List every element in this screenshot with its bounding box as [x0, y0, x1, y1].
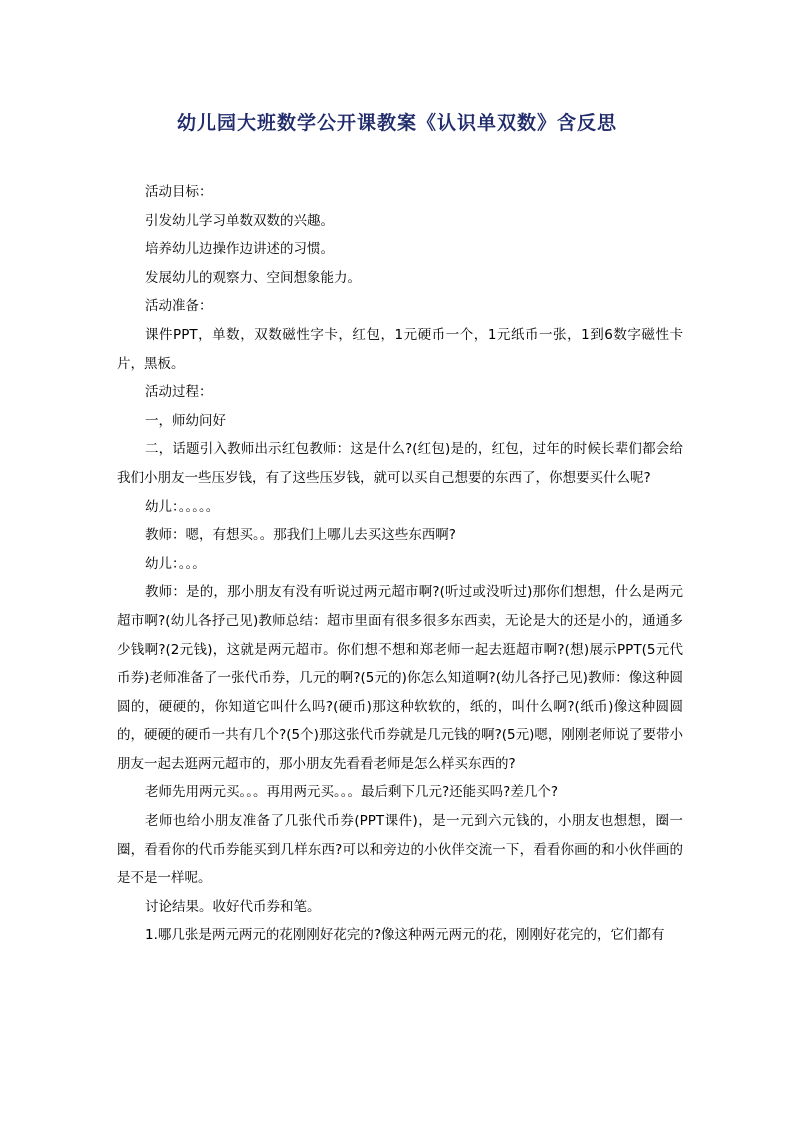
paragraph-teacher-demo: 老师先用两元买。。。再用两元买。。。最后剩下几元?还能买吗?差几个? — [145, 784, 558, 801]
paragraph-goal-3: 发展幼儿的观察力、空间想象能力。 — [145, 269, 361, 286]
paragraph-teacher-reply-1: 教师：嗯，有想买。。那我们上哪儿去买这些东西啊? — [145, 527, 456, 544]
paragraph-voucher-activity: 老师也给小朋友准备了几张代币券(PPT课件)，是一元到六元钱的，小朋友也想想，圈一圈，看看你的代币券能买到几样东西?可以和旁边的小伙伴交流一下，看看你画的和小伙伴画的是不是一样呢。 — [117, 813, 683, 887]
paragraph-teacher-dialogue: 教师：是的，那小朋友有没有听说过两元超市啊?(听过或没听过)那你们想想，什么是两元超市啊?(幼儿各抒己见)教师总结：超市里面有很多很多东西卖，无论是大的还是小的，通通多少钱啊?(2元钱)，这就是两元超市。你们想不想和郑老师一起去逛超市啊?(想)展示PPT(5元代币券)老师准备了一张代币券，几元的啊?(5元的)你怎么知道啊?(幼儿各抒己见)教师：像这种圆圆的，硬硬的，你知道它叫什么吗?(硬币)那这种软软的，纸的，叫什么啊?(纸币)像这种圆圆的，硬硬的硬币一共有几个?(5个)那这张代币券就是几元钱的啊?(5元)嗯，刚刚老师说了要带小朋友一起去逛两元超市的，那小朋友先看看老师是怎么样买东西的? — [117, 584, 683, 772]
paragraph-discussion: 讨论结果。收好代币券和笔。 — [145, 898, 321, 915]
paragraph-question-1: 1.哪几张是两元两元的花刚刚好花完的?像这种两元两元的花，刚刚好花完的，它们都有 — [145, 927, 665, 944]
paragraph-child-reply-1: 幼儿：。。。。。 — [145, 498, 220, 515]
document-title: 幼儿园大班数学公开课教案《认识单双数》含反思 — [176, 112, 617, 134]
paragraph-prep-materials: 课件PPT，单数，双数磁性字卡，红包，1元硬币一个，1元纸币一张，1到6数字磁性卡片，黑板。 — [117, 326, 683, 372]
document-body — [117, 178, 683, 950]
paragraph-step-1: 一，师幼问好 — [145, 412, 226, 429]
paragraph-child-reply-2: 幼儿：。。。 — [145, 555, 206, 572]
paragraph-prep-heading: 活动准备： — [145, 298, 213, 315]
paragraph-process-heading: 活动过程： — [145, 384, 213, 401]
paragraph-goal-1: 引发幼儿学习单数双数的兴趣。 — [145, 212, 334, 229]
paragraph-goal-2: 培养幼儿边操作边讲述的习惯。 — [145, 241, 334, 258]
paragraph-step-2: 二，话题引入教师出示红包教师：这是什么?(红包)是的，红包，过年的时候长辈们都会给我们小朋友一些压岁钱，有了这些压岁钱，就可以买自己想要的东西了，你想要买什么呢? — [117, 441, 683, 486]
paragraph-goal-heading: 活动目标： — [145, 184, 213, 200]
